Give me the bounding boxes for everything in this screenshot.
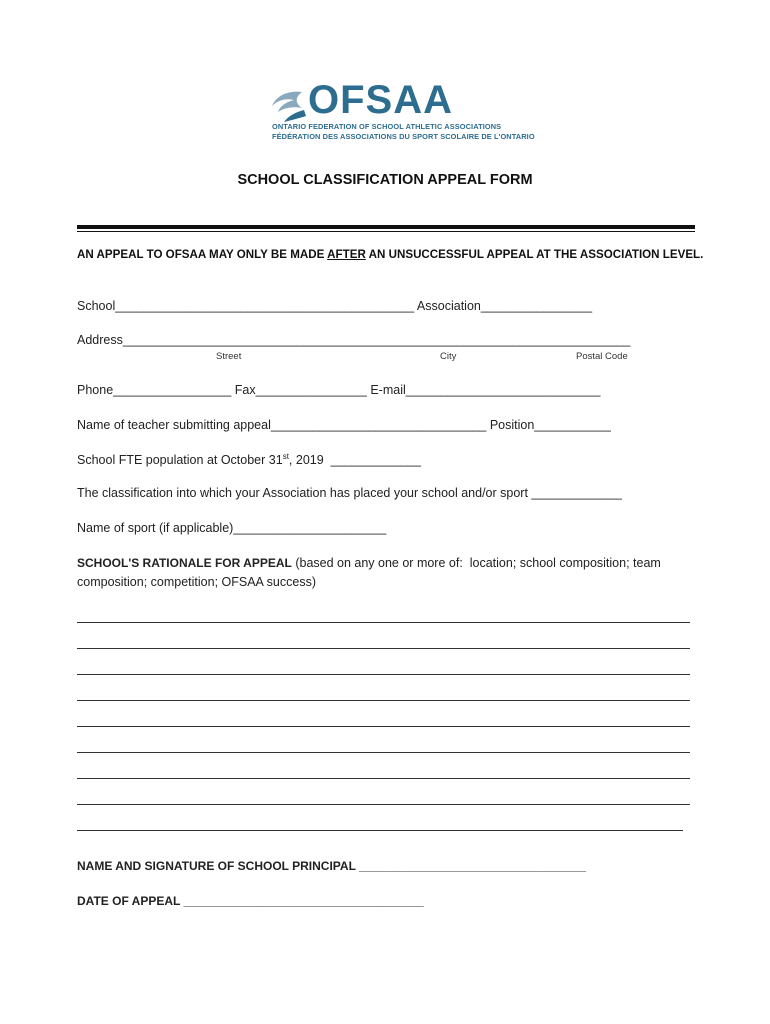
ofsaa-logo [268, 78, 535, 150]
logo-subtitle-en: ONTARIO FEDERATION OF SCHOOL ATHLETIC ASSOCIATIONS [272, 122, 502, 131]
rationale-line[interactable] [77, 804, 690, 805]
rationale-line[interactable] [77, 622, 690, 623]
rationale-heading: SCHOOL'S RATIONALE FOR APPEAL (based on any one or more of: location; school composition; team [77, 556, 661, 570]
rationale-line[interactable] [77, 648, 690, 649]
address-street-label: Street [216, 351, 242, 362]
teacher-position-field[interactable]: Name of teacher submitting appeal_______________________________ Position___________ [77, 418, 611, 432]
address-field[interactable]: Address_________________________________________________________________________ [77, 333, 631, 347]
rationale-line[interactable] [77, 700, 690, 701]
title-divider-thin [77, 231, 695, 232]
appeal-notice-emphasis: AFTER [327, 248, 366, 261]
rationale-line[interactable] [77, 726, 690, 727]
appeal-notice: AN APPEAL TO OFSAA MAY ONLY BE MADE AFTER AN UNSUCCESSFUL APPEAL AT THE ASSOCIATION LEVEL. [77, 248, 704, 261]
address-postal-label: Postal Code [576, 351, 628, 362]
date-of-appeal-field[interactable]: DATE OF APPEAL ____________________________________ [77, 894, 424, 908]
address-city-label: City [440, 351, 457, 362]
rationale-line[interactable] [77, 830, 683, 831]
fte-population-field[interactable]: School FTE population at October 31st, 2019 _____________ [77, 452, 421, 468]
phone-fax-email-field[interactable]: Phone_________________ Fax________________ E-mail____________________________ [77, 383, 601, 397]
rationale-line[interactable] [77, 752, 690, 753]
principal-signature-field[interactable]: NAME AND SIGNATURE OF SCHOOL PRINCIPAL __________________________________ [77, 859, 586, 873]
page-title: SCHOOL CLASSIFICATION APPEAL FORM [237, 172, 533, 188]
logo-wordmark: OFSAA [308, 78, 453, 122]
rationale-line[interactable] [77, 778, 690, 779]
sport-name-field[interactable]: Name of sport (if applicable)______________________ [77, 521, 387, 535]
rationale-line[interactable] [77, 674, 690, 675]
rationale-description: composition; competition; OFSAA success) [77, 575, 316, 589]
classification-field[interactable]: The classification into which your Association has placed your school and/or sport _____________ [77, 486, 622, 500]
title-divider-thick [77, 225, 695, 229]
logo-subtitle-fr: FÉDÉRATION DES ASSOCIATIONS DU SPORT SCOLAIRE DE L'ONTARIO [272, 132, 535, 141]
maple-leaf-icon [268, 86, 308, 126]
school-association-field[interactable]: School___________________________________________ Association________________ [77, 299, 593, 313]
